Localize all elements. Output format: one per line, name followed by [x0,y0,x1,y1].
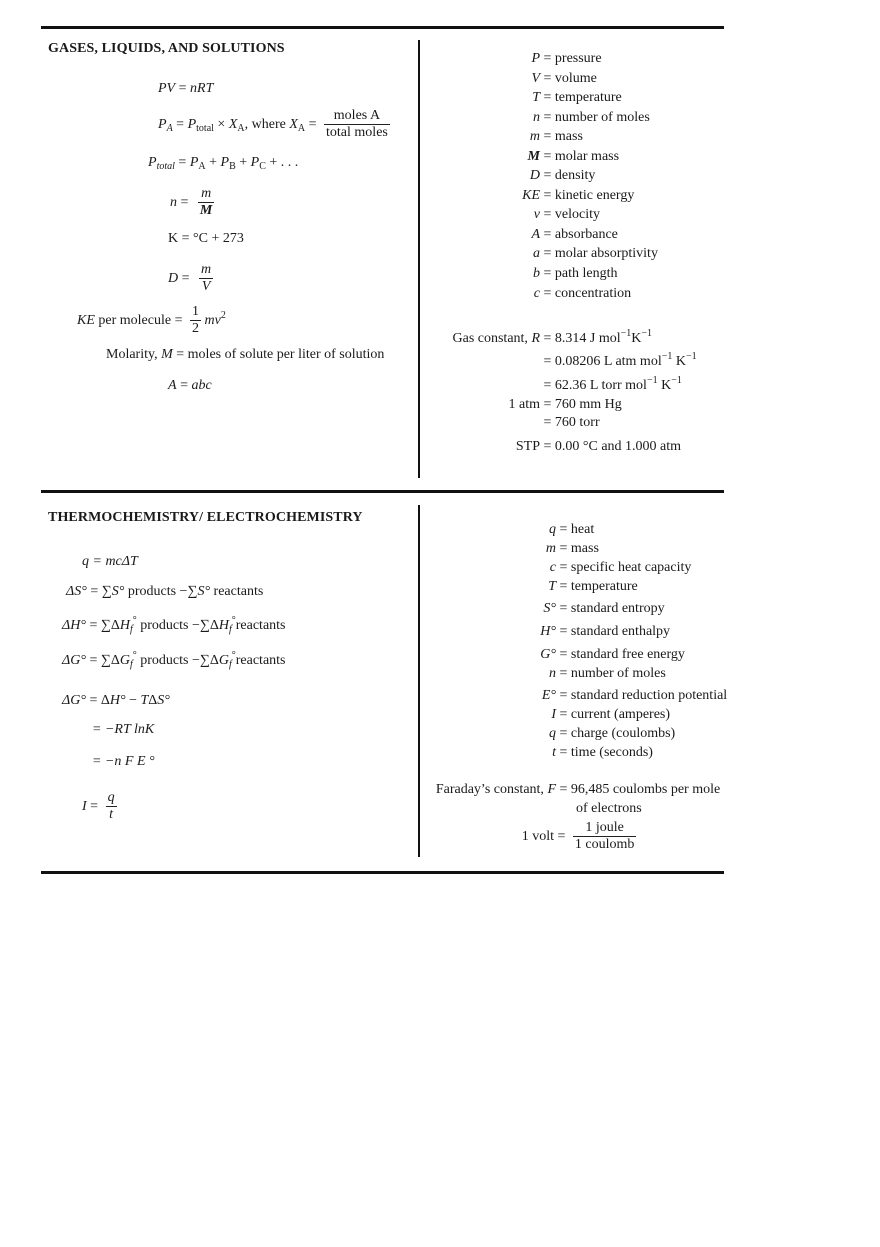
volt-denominator: 1 coulomb [574,837,635,853]
molarity-definition: moles of solute per liter of solution [187,347,385,362]
thermo-variable-row: q = heat [549,522,595,537]
moles-numerator: m [198,186,214,203]
atm-value-2: 760 torr [554,415,600,430]
faraday-label: Faraday’s constant, [435,782,544,797]
entropy-products: products [127,584,177,599]
thermo-column-divider [418,505,420,857]
atm-row-2: = 760 torr [540,415,600,430]
atm-value-1: 760 mm Hg [554,397,622,412]
density-denominator: V [201,279,211,295]
gases-variable-row: KE = kinetic energy [522,188,635,203]
gases-variable-row: b = path length [533,266,618,281]
gas-constant-row-1: Gas constant, R = 8.314 J $mol^{-1}K^{-1}$ [452,328,653,346]
gases-variable-row: n = number of moles [533,110,650,125]
current-equation: I = $\frac{q}{t}$ [82,790,115,823]
volt-label: 1 volt [521,828,554,844]
kelvin-equation: K = °C + 273 [168,231,244,246]
gibbs-nfe-equation: = −n F E ° [92,754,155,769]
enthalpy-equation: $\Delta H^\circ = \sum\Delta H_f^\circ$ products $-\sum\Delta H_f^\circ reactants$ [62,615,286,635]
density-equation: D = $\frac{m}{V}$ [168,262,212,295]
gases-variable-row: P = pressure [531,51,602,66]
total-pressure-equation: $P_{total} = P_A + P_B + P_C$ + . . . [148,155,299,172]
atm-row-1: 1 atm = 760 mm Hg [420,397,622,413]
atm-label: 1 atm [508,397,540,412]
gas-constant-row-3: = 62.36 L torr mol$^{-1}$ $K^{-1}$ [540,375,682,393]
faraday-value-1: 96,485 coulombs per mole [570,782,721,797]
thermo-variable-row: H° = standard enthalpy [540,624,671,639]
entropy-equation: ΔS° = ∑S° products −∑S° reactants [66,584,264,599]
ideal-gas-equation: PV = nRT [158,81,214,96]
gas-constant-value-1: 8.314 J mol [554,331,621,346]
ke-half-numerator: 1 [190,304,201,321]
ke-half-denominator: 2 [191,321,199,337]
gases-variable-row: T = temperature [532,90,622,105]
partial-pressure-equation: $P_A = P_{total} \times X_A$, where $X_A$ = $\frac{\text{moles A}}{\text{total moles}}$ [158,108,388,141]
free-energy-reactants: reactants [235,653,286,668]
enthalpy-products: products [140,618,189,633]
free-energy-products: products [140,653,189,668]
gases-variable-row: M = molar mass [527,149,620,164]
mole-fraction-numerator: moles A [324,108,390,125]
molarity-equation: Molarity, M = moles of solute per liter of solution [106,347,385,362]
thermo-variable-row: I = current (amperes) [551,707,671,722]
ideal-gas-rhs: nRT [190,81,214,96]
free-energy-equation: $\Delta G^\circ = \sum\Delta G_f^\circ$ products $-\sum\Delta G_f^\circ reactants$ [62,650,286,670]
thermo-variable-row: c = specific heat capacity [549,560,692,575]
stp-value: 0.00 °C and 1.000 atm [554,439,682,454]
thermo-variable-row: E° = standard reduction potential [541,688,728,703]
gibbs-equation: ΔG° = ΔH° − TΔS° [62,693,170,708]
beer-lambert-rhs: abc [191,378,212,393]
thermo-variable-row: S° = standard entropy [543,601,665,616]
gas-constant-value-3: 62.36 L torr mol [554,378,647,393]
gases-variable-row: v = velocity [533,207,601,222]
stp-row: STP = 0.00 °C and 1.000 atm [420,439,681,455]
gases-variable-row: V = volume [531,71,597,86]
moles-equation: n = $\frac{m}{M}$ [170,186,213,219]
gases-heading: GASES, LIQUIDS, AND SOLUTIONS [48,41,285,56]
moles-denominator: M [199,203,213,219]
volt-row: 1 volt = $\frac{\text{1 joule}}{\text{1 coulomb}}$ [420,820,636,853]
thermo-heading: THERMOCHEMISTRY/ ELECTROCHEMISTRY [48,510,363,525]
volt-numerator: 1 joule [573,820,637,837]
faraday-value-2: of electrons [576,801,642,816]
gas-constant-label: Gas constant, [452,331,528,346]
stp-label: STP [515,439,540,454]
gases-variable-row: c = concentration [533,286,632,301]
bottom-rule [41,871,724,874]
density-numerator: m [199,262,213,279]
thermo-variable-row: n = number of moles [549,666,666,681]
faraday-row: Faraday’s constant, F = 96,485 coulombs per mole [435,782,721,797]
partial-where-text: , where [244,116,286,132]
mole-fraction [324,108,390,141]
thermo-variable-row: G° = standard free energy [540,647,685,662]
gases-variable-row: a = molar absorptivity [533,246,658,261]
gas-constant-value-2: 0.08206 L atm mol [554,354,662,369]
gases-variable-row: m = mass [529,129,583,144]
mole-fraction-denominator: total moles [326,125,388,141]
ke-label: per molecule [98,312,172,328]
ideal-gas-lhs: PV [158,81,176,96]
kinetic-energy-equation: KE per molecule = $\frac{1}{2}$ $mv^2$ [77,304,226,337]
thermo-variable-row: q = charge (coulombs) [549,726,676,741]
heat-equation: q = mcΔT [82,554,138,569]
enthalpy-reactants: reactants [235,618,286,633]
top-rule [41,26,724,29]
gases-variable-row: A = absorbance [531,227,618,242]
thermo-variable-row: m = mass [545,541,599,556]
thermo-variable-row: t = time (seconds) [552,745,653,760]
entropy-reactants: reactants [213,584,264,599]
gas-constant-row-2: = 0.08206 L atm mol$^{-1}$ $K^{-1}$ [540,351,697,369]
molarity-label: Molarity, [106,347,158,362]
beer-lambert-equation: A = abc [168,378,212,393]
section-divider-rule [41,490,724,493]
gibbs-rt-equation: = −RT lnK [92,722,155,737]
thermo-variable-row: T = temperature [548,579,638,594]
total-pressure-dots: + . . . [269,155,299,170]
gases-variable-row: D = density [529,168,596,183]
